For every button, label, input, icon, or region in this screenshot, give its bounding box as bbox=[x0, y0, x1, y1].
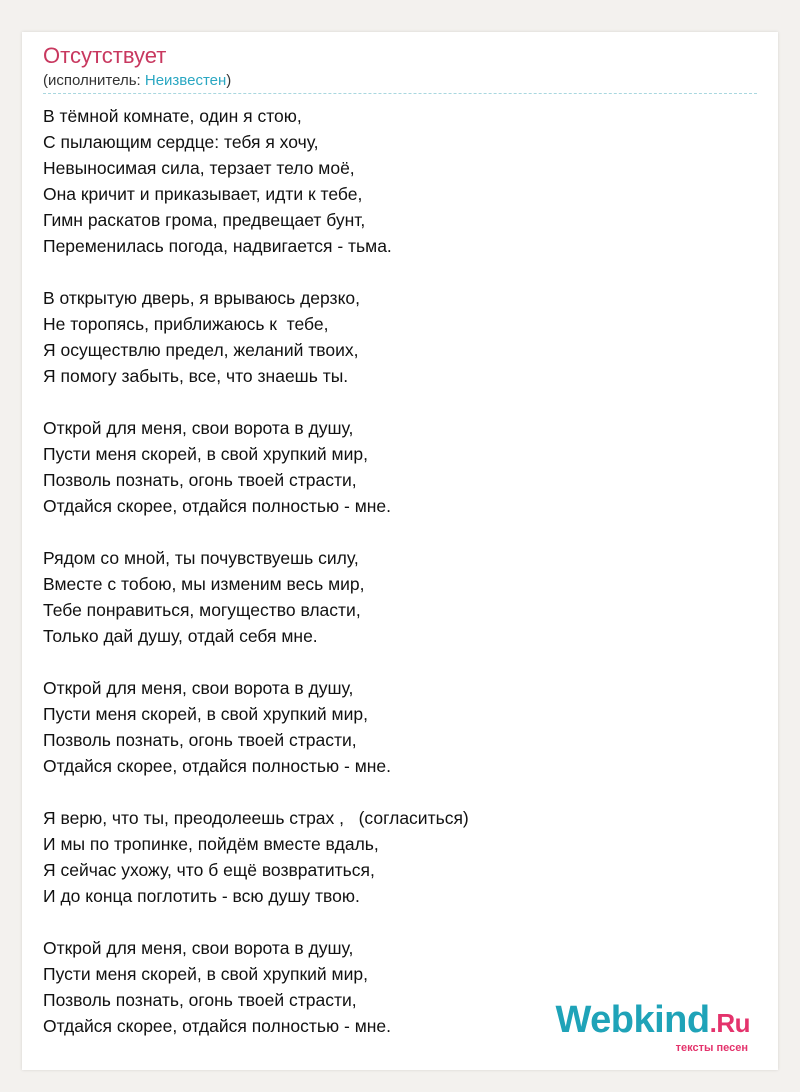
logo-tld: .Ru bbox=[709, 1008, 750, 1038]
lyrics-page bbox=[22, 32, 778, 1070]
lyrics-line: Открой для меня, свои ворота в душу, bbox=[43, 938, 354, 958]
lyrics-stanza bbox=[43, 285, 757, 389]
lyrics-line: В тёмной комнате, один я стою, bbox=[43, 106, 302, 126]
artist-line bbox=[43, 72, 231, 90]
lyrics-line: Позволь познать, огонь твоей страсти, bbox=[43, 470, 357, 490]
lyrics-line: Невыносимая сила, терзает тело моё, bbox=[43, 158, 355, 178]
lyrics-line: Я верю, что ты, преодолеешь страх , (согласиться) bbox=[43, 808, 469, 828]
lyrics-line: Отдайся скорее, отдайся полностью - мне. bbox=[43, 496, 391, 516]
artist-suffix: ) bbox=[226, 72, 232, 89]
logo-tagline: тексты песен bbox=[675, 1042, 748, 1054]
lyrics-line: Вместе с тобою, мы изменим весь мир, bbox=[43, 574, 365, 594]
lyrics-line: Позволь познать, огонь твоей страсти, bbox=[43, 990, 357, 1010]
lyrics-line: Открой для меня, свои ворота в душу, bbox=[43, 678, 354, 698]
lyrics-stanza bbox=[43, 415, 757, 519]
lyrics-stanza bbox=[43, 675, 757, 779]
lyrics-line: Только дай душу, отдай себя мне. bbox=[43, 626, 318, 646]
logo-wordmark bbox=[555, 1001, 750, 1042]
lyrics-line: Я помогу забыть, все, что знаешь ты. bbox=[43, 366, 349, 386]
song-title: Отсутствует bbox=[43, 43, 167, 68]
lyrics-stanza bbox=[43, 805, 757, 909]
lyrics-text bbox=[43, 103, 757, 1065]
lyrics-line: Пусти меня скорей, в свой хрупкий мир, bbox=[43, 964, 368, 984]
lyrics-line: С пылающим сердце: тебя я хочу, bbox=[43, 132, 319, 152]
lyrics-line: Я осуществлю предел, желаний твоих, bbox=[43, 340, 359, 360]
lyrics-line: Не торопясь, приближаюсь к тебе, bbox=[43, 314, 329, 334]
lyrics-line: Пусти меня скорей, в свой хрупкий мир, bbox=[43, 444, 368, 464]
lyrics-line: Переменилась погода, надвигается - тьма. bbox=[43, 236, 392, 256]
lyrics-line: Гимн раскатов грома, предвещает бунт, bbox=[43, 210, 366, 230]
lyrics-line: Рядом со мной, ты почувствуешь силу, bbox=[43, 548, 359, 568]
title-divider bbox=[43, 93, 757, 94]
lyrics-line: Пусти меня скорей, в свой хрупкий мир, bbox=[43, 704, 368, 724]
lyrics-stanza bbox=[43, 103, 757, 259]
lyrics-line: И до конца поглотить - всю душу твою. bbox=[43, 886, 360, 906]
artist-link[interactable]: Неизвестен bbox=[144, 72, 227, 89]
lyrics-line: Отдайся скорее, отдайся полностью - мне. bbox=[43, 756, 391, 776]
lyrics-line: Позволь познать, огонь твоей страсти, bbox=[43, 730, 357, 750]
logo-word: Webkind bbox=[555, 999, 710, 1041]
lyrics-line: Отдайся скорее, отдайся полностью - мне. bbox=[43, 1016, 391, 1036]
lyrics-line: Я сейчас ухожу, что б ещё возвратиться, bbox=[43, 860, 375, 880]
lyrics-stanza bbox=[43, 545, 757, 649]
lyrics-line: В открытую дверь, я врываюсь дерзко, bbox=[43, 288, 361, 308]
lyrics-line: Тебе понравиться, могущество власти, bbox=[43, 600, 361, 620]
site-logo[interactable] bbox=[555, 1001, 750, 1054]
lyrics-line: Открой для меня, свои ворота в душу, bbox=[43, 418, 354, 438]
lyrics-line: И мы по тропинке, пойдём вместе вдаль, bbox=[43, 834, 379, 854]
lyrics-line: Она кричит и приказывает, идти к тебе, bbox=[43, 184, 363, 204]
artist-prefix: (исполнитель: bbox=[43, 72, 145, 89]
